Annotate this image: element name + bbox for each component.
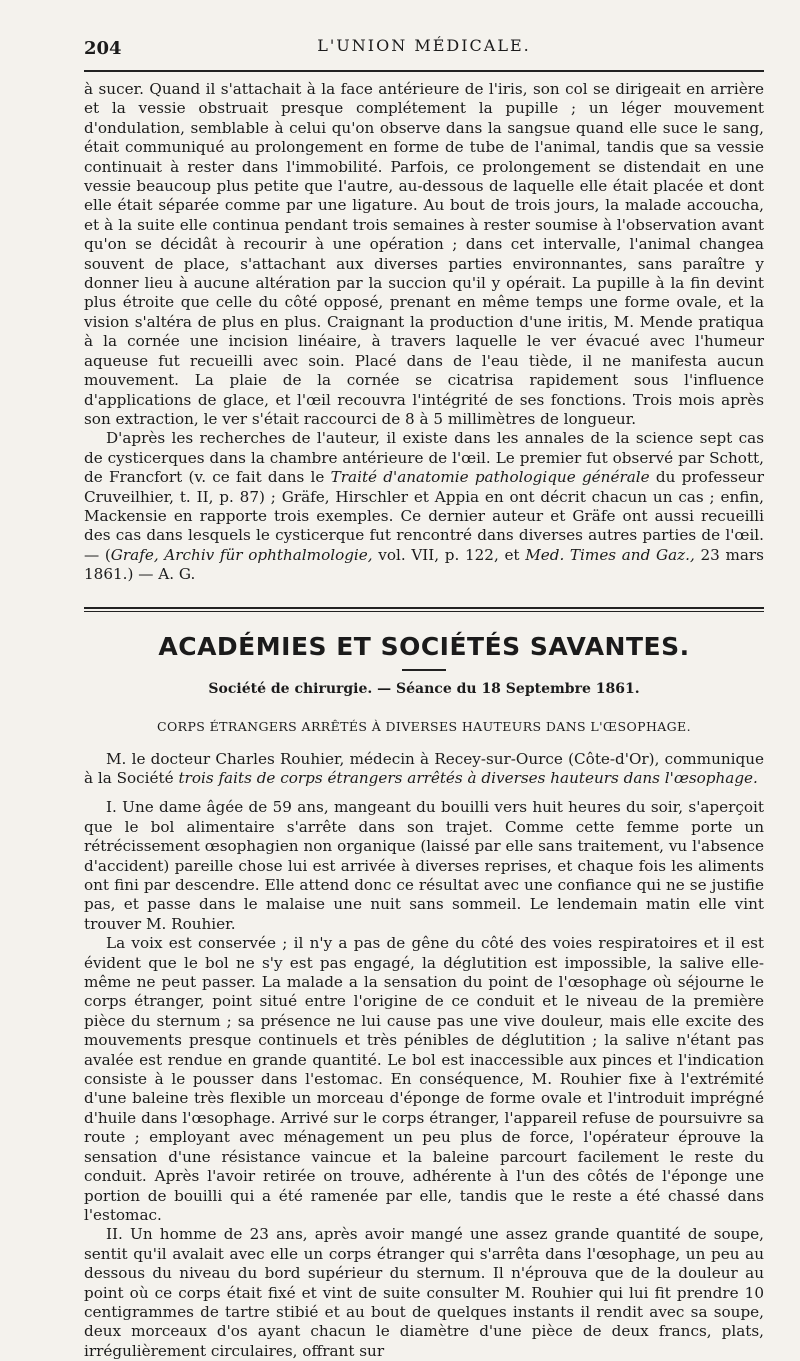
p2-italic-journal: Med. Times and Gaz., <box>525 545 695 564</box>
p2-text-c: vol. VII, p. 122, et <box>372 545 526 564</box>
intro-italic: trois faits de corps étrangers arrêtés à diverses hauteurs dans l'œsophage. <box>178 768 758 787</box>
article-subheading: CORPS ÉTRANGERS ARRÊTÉS À DIVERSES HAUTEURS DANS L'ŒSOPHAGE. <box>157 718 691 734</box>
society-session-line: Société de chirurgie. — Séance du 18 Septembre 1861. <box>208 680 640 697</box>
section-title: ACADÉMIES ET SOCIÉTÉS SAVANTES. <box>158 631 690 661</box>
journal-title: L'UNION MÉDICALE. <box>317 36 531 55</box>
article-paragraph-1: à sucer. Quand il s'attachait à la face antérieure de l'iris, son col se dirigeait en arrière et la vessie obstruait presque complétement la pupille ; un léger mouvement d'ondulation, semblable à celui qu'on observe dans la sangsue quand elle suce le sang, était communiqué au prolongement en forme de tube de l'animal, tandis que sa vessie continuait à rester dans l'immobilité. Parfois, ce prolongement se distendait en une vessie beaucoup plus petite que l'autre, au-dessous de laquelle elle était placée et dont elle était séparée comme par une ligature. Au bout de trois jours, la malade accoucha, et à la suite elle continua pendant trois semaines à rester soumise à l'observation avant qu'on se décidât à recourir à une opération ; dans cet intervalle, l'animal changea souvent de place, s'attachant aux diverses parties environnantes, sans paraître y donner lieu à aucune altération par la succion qu'il y opérait. La pupille à la fin devint plus étroite que celle du côté opposé, prenant en même temps une forme ovale, et la vision s'altéra de plus en plus. Craignant la production d'une iritis, M. Mende pratiqua à la cornée une incision linéaire, à travers laquelle le ver évacué avec l'humeur aqueuse fut recueilli avec soin. Placé dans de l'eau tiède, il ne manifesta aucun mouvement. La plaie de la cornée se cicatrisa rapidement sous l'influence d'applications de glace, et l'œil recouvra l'intégrité de ses fonctions. Trois mois après son extraction, le ver s'était raccourci de 8 à 5 millimètres de longueur. <box>84 80 764 428</box>
p2-text-d: 23 mars 1861.) — A. G. <box>84 545 764 584</box>
p2-italic-title: Traité d'anatomie pathologique générale <box>330 468 650 487</box>
header-rule <box>84 70 764 72</box>
section-divider <box>84 607 764 612</box>
article-paragraph-2 <box>84 429 764 584</box>
case-2-paragraph: II. Un homme de 23 ans, après avoir mangé une assez grande quantité de soupe, sentit qu'il avalait avec elle un corps étranger qui s'arrêta dans l'œsophage, un peu au dessous du niveau du bord supérieur du sternum. Il n'éprouva que de la douleur au point où ce corps était fixé et vint de suite consulter M. Rouhier qui lui fit prendre 10 centigrammes de tartre stibié et au bout de quelques instants il rendit avec sa soupe, deux morceaux d'os ayant chacun le diamètre d'une pièce de deux francs, plats, irrégulièrement circulaires, offrant sur <box>84 1225 764 1360</box>
title-underline <box>402 669 446 671</box>
intro-text: M. le docteur Charles Rouhier, médecin à Recey-sur-Ource (Côte-d'Or), communique à la Société <box>84 749 764 787</box>
page-header <box>84 0 764 62</box>
p2-text-b: du professeur Cruveilhier, t. II, p. 87) ; Gräfe, Hirschler et Appia en ont décrit chacun un cas ; enfin, Mackensie en rapporte trois exemples. Ce dernier auteur et Gräfe ont aussi recueilli des cas dans lesquels le cysticerque fut rencontré dans diverses autres parties de l'œil. — ( <box>84 468 764 564</box>
case-1-paragraph-2: La voix est conservée ; il n'y a pas de gêne du côté des voies respiratoires et il est évident que le bol ne s'y est pas engagé, la déglutition est impossible, la salive elle-même ne peut passer. La malade a la sensation du point de l'œsophage où séjourne le corps étranger, point situé entre l'origine de ce conduit et le niveau de la première pièce du sternum ; sa présence ne lui cause pas une vive douleur, mais elle excite des mouvements presque continuels et très pénibles de déglutition ; la salive n'étant pas avalée est rendue en grande quantité. Le bol est inaccessible aux pinces et l'indication consiste à le pousser dans l'estomac. En conséquence, M. Rouhier fixe à l'extrémité d'une baleine très flexible un morceau d'éponge de forme ovale et l'introduit imprégné d'huile dans l'œsophage. Arrivé sur le corps étranger, l'appareil refuse de poursuivre sa route ; employant avec ménagement un peu plus de force, l'opérateur éprouve la sensation d'une résistance vaincue et la baleine parcourt facilement le reste du conduit. Après l'avoir retirée on trouve, adhérente à l'un des côtés de l'éponge une portion de bouilli qui a été ramenée par elle, tandis que le reste a été chassé dans l'estomac. <box>84 934 764 1224</box>
p2-text-a: D'après les recherches de l'auteur, il existe dans les annales de la science sept cas de cysticerques dans la chambre antérieure de l'œil. Le premier fut observé par Schott, de Francfort (v. ce fait dans le <box>84 429 764 487</box>
intro-paragraph <box>84 750 764 789</box>
spacer <box>84 788 764 798</box>
page-number: 204 <box>84 38 122 59</box>
case-1-paragraph-1: I. Une dame âgée de 59 ans, mangeant du bouilli vers huit heures du soir, s'aperçoit que le bol alimentaire s'arrête dans son trajet. Comme cette femme porte un rétrécissement œsophagien non organique (laissé par elle sans traitement, vu l'absence d'accident) pareille chose lui est arrivée à diverses reprises, et chaque fois les aliments ont fini par descendre. Elle attend donc ce résultat avec une confiance qui ne se justifie pas, et passe dans le malaise une nuit sans sommeil. Le lendemain matin elle vint trouver M. Rouhier. <box>84 798 764 933</box>
p2-italic-citation: Grafe, Archiv für ophthalmologie, <box>110 545 373 564</box>
